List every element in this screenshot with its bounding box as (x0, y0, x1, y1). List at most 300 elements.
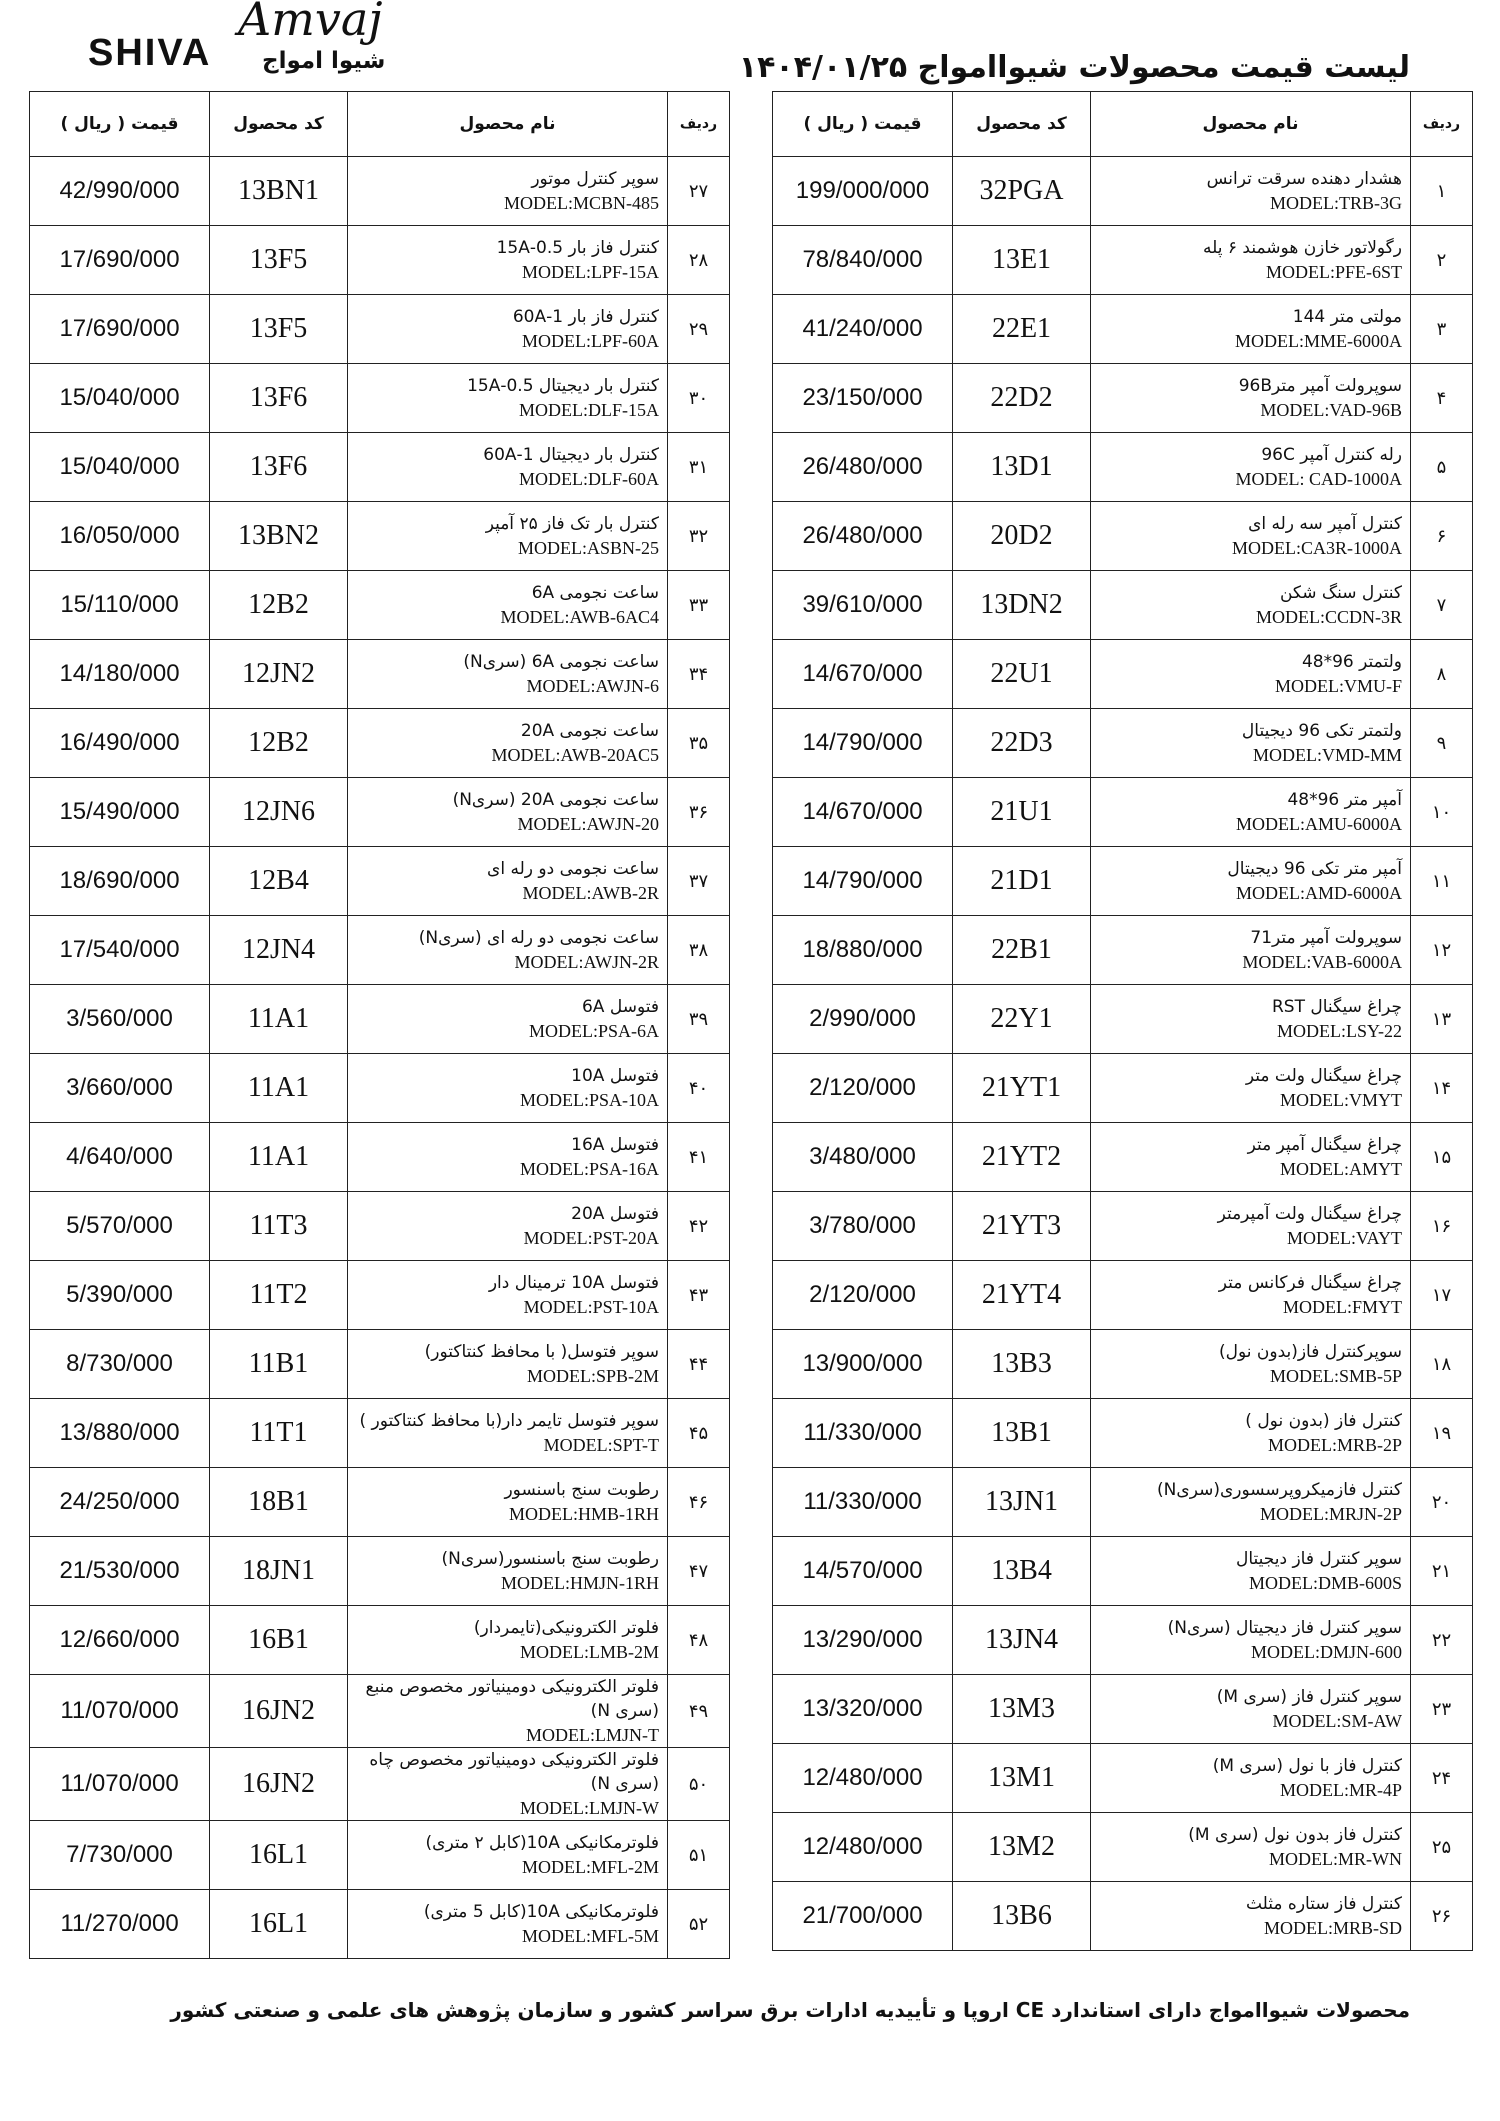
row-number: ۵۰ (668, 1748, 730, 1821)
product-name: کنترل بار تک فاز ۲۵ آمپر (485, 514, 659, 534)
product-model: MODEL:MFL-5M (521, 1926, 659, 1946)
product-name: کنترل فاز بدون نول (سری M) (1188, 1825, 1402, 1845)
product-code: 13JN1 (953, 1468, 1091, 1537)
product-code: 12JN2 (210, 640, 348, 709)
product-name: فلوترمکانیکی 10A(کابل ۲ متری) (425, 1833, 659, 1853)
row-number: ۳۹ (668, 985, 730, 1054)
row-number: ۱۴ (1411, 1054, 1473, 1123)
product-price: 18/880/000 (773, 916, 953, 985)
product-name: رطوبت سنج باسنسور(سریN) (441, 1549, 659, 1569)
product-price: 39/610/000 (773, 571, 953, 640)
logo-persian-text: شیوا امواج (262, 48, 386, 74)
product-model: MODEL:HMJN-1RH (500, 1573, 659, 1593)
product-price: 13/880/000 (30, 1399, 210, 1468)
product-name: فتوسل 16A (571, 1135, 659, 1155)
product-name: چراغ سیگنال RST (1272, 997, 1402, 1017)
table-row (773, 1123, 1473, 1192)
row-number: ۴۸ (668, 1606, 730, 1675)
table-row (30, 778, 730, 847)
row-number: ۴۷ (668, 1537, 730, 1606)
row-number: ۲۲ (1411, 1606, 1473, 1675)
row-number: ۲۹ (668, 295, 730, 364)
product-code: 32PGA (953, 157, 1091, 226)
product-name-cell (348, 1399, 668, 1468)
product-name: چراغ سیگنال ولت متر (1245, 1066, 1402, 1086)
product-name: ولتمتر تکی 96 دیجیتال (1241, 721, 1402, 741)
product-price: 5/390/000 (30, 1261, 210, 1330)
product-name-cell (1091, 916, 1411, 985)
product-name-cell (348, 571, 668, 640)
product-model: MODEL:SPB-2M (526, 1366, 659, 1386)
row-number: ۴۶ (668, 1468, 730, 1537)
product-name-cell (348, 1537, 668, 1606)
product-code: 13M1 (953, 1744, 1091, 1813)
row-number: ۲ (1411, 226, 1473, 295)
product-name-cell (348, 1192, 668, 1261)
product-name: رله کنترل آمپر 96C (1261, 445, 1402, 465)
product-price: 42/990/000 (30, 157, 210, 226)
row-number: ۳۶ (668, 778, 730, 847)
product-code: 21YT1 (953, 1054, 1091, 1123)
table-row (30, 1399, 730, 1468)
table-row (773, 1744, 1473, 1813)
product-name-cell (1091, 157, 1411, 226)
product-name: فلوتر الکترونیکی دومینیاتور مخصوص چاه (سری N) (369, 1750, 659, 1794)
product-code: 22E1 (953, 295, 1091, 364)
product-price: 15/490/000 (30, 778, 210, 847)
product-name: کنترل فاز با نول (سری M) (1212, 1756, 1402, 1776)
product-name-cell (1091, 1261, 1411, 1330)
row-number: ۴۰ (668, 1054, 730, 1123)
product-code: 11B1 (210, 1330, 348, 1399)
product-price: 16/050/000 (30, 502, 210, 571)
product-name: ساعت نجومی 6A (531, 583, 659, 603)
product-model: MODEL:PST-20A (523, 1228, 659, 1248)
row-number: ۱۱ (1411, 847, 1473, 916)
product-code: 21U1 (953, 778, 1091, 847)
product-model: MODEL:AWJN-6 (526, 676, 659, 696)
row-number: ۱۲ (1411, 916, 1473, 985)
product-model: MODEL:MRJN-2P (1259, 1504, 1402, 1524)
product-model: MODEL:FMYT (1282, 1297, 1402, 1317)
table-row (773, 1813, 1473, 1882)
product-price: 7/730/000 (30, 1821, 210, 1890)
row-number: ۲۸ (668, 226, 730, 295)
product-price: 23/150/000 (773, 364, 953, 433)
product-code: 13JN4 (953, 1606, 1091, 1675)
product-name-cell (1091, 1123, 1411, 1192)
product-price: 3/560/000 (30, 985, 210, 1054)
product-code: 12JN6 (210, 778, 348, 847)
product-price: 12/480/000 (773, 1744, 953, 1813)
product-model: MODEL:AWJN-2R (514, 952, 659, 972)
table-row (30, 1675, 730, 1748)
header-row-number: ردیف (668, 92, 730, 157)
row-number: ۲۳ (1411, 1675, 1473, 1744)
table-row (30, 226, 730, 295)
product-model: MODEL:DLF-15A (519, 400, 659, 420)
product-name-cell (1091, 571, 1411, 640)
product-name-cell (348, 1675, 668, 1748)
product-price: 14/670/000 (773, 640, 953, 709)
row-number: ۳۳ (668, 571, 730, 640)
table-row (773, 709, 1473, 778)
product-model: MODEL:SM-AW (1272, 1711, 1402, 1731)
product-model: MODEL: CAD-1000A (1235, 469, 1402, 489)
product-name: سوپرولت آمپر متر96B (1238, 376, 1402, 396)
table-row (30, 916, 730, 985)
product-name-cell (348, 295, 668, 364)
product-price: 14/790/000 (773, 847, 953, 916)
row-number: ۷ (1411, 571, 1473, 640)
table-row (773, 1606, 1473, 1675)
product-name-cell (1091, 1399, 1411, 1468)
product-price: 8/730/000 (30, 1330, 210, 1399)
product-name-cell (1091, 295, 1411, 364)
product-name: سوپر کنترل فاز (سری M) (1216, 1687, 1402, 1707)
table-row (773, 1054, 1473, 1123)
table-header-row (773, 92, 1473, 157)
product-name: کنترل آمپر سه رله ای (1248, 514, 1402, 534)
table-row (773, 1537, 1473, 1606)
table-row (773, 1399, 1473, 1468)
product-model: MODEL:LMJN-W (520, 1798, 659, 1818)
product-price: 12/660/000 (30, 1606, 210, 1675)
product-name: فلوترمکانیکی 10A(کابل 5 متری) (423, 1902, 659, 1922)
product-code: 16L1 (210, 1821, 348, 1890)
table-row (30, 640, 730, 709)
product-price: 3/480/000 (773, 1123, 953, 1192)
product-price: 2/120/000 (773, 1054, 953, 1123)
table-row (773, 778, 1473, 847)
product-name-cell (1091, 1468, 1411, 1537)
table-row (773, 1882, 1473, 1951)
product-model: MODEL:DLF-60A (519, 469, 659, 489)
product-price: 2/990/000 (773, 985, 953, 1054)
product-name-cell (1091, 226, 1411, 295)
product-price: 11/070/000 (30, 1748, 210, 1821)
table-row (30, 1468, 730, 1537)
product-model: MODEL:CA3R-1000A (1232, 538, 1402, 558)
product-name: رطوبت سنج باسنسور (504, 1480, 659, 1500)
product-code: 13F5 (210, 226, 348, 295)
product-model: MODEL:MR-WN (1269, 1849, 1402, 1869)
row-number: ۴۵ (668, 1399, 730, 1468)
product-model: MODEL:TRB-3G (1270, 193, 1402, 213)
product-name-cell (1091, 364, 1411, 433)
product-model: MODEL:PST-10A (523, 1297, 659, 1317)
product-name-cell (348, 1261, 668, 1330)
row-number: ۴ (1411, 364, 1473, 433)
product-name: کنترل بار دیجیتال 0.5-15A (467, 376, 659, 396)
row-number: ۱ (1411, 157, 1473, 226)
product-code: 11T1 (210, 1399, 348, 1468)
table-row (30, 1054, 730, 1123)
row-number: ۱۵ (1411, 1123, 1473, 1192)
table-row (773, 1261, 1473, 1330)
table-header-row (30, 92, 730, 157)
product-code: 13E1 (953, 226, 1091, 295)
product-code: 13M2 (953, 1813, 1091, 1882)
product-name: کنترل بار دیجیتال 1-60A (483, 445, 659, 465)
product-model: MODEL:VMD-MM (1252, 745, 1402, 765)
table-row (773, 295, 1473, 364)
product-code: 13F6 (210, 433, 348, 502)
product-model: MODEL:AWB-6AC4 (500, 607, 659, 627)
product-name: ولتمتر 96*48 (1301, 652, 1402, 672)
product-model: MODEL:AWB-2R (522, 883, 659, 903)
product-model: MODEL:DMB-600S (1248, 1573, 1402, 1593)
product-code: 22D3 (953, 709, 1091, 778)
logo-amvaj-text: Amvaj (238, 0, 383, 46)
product-code: 16JN2 (210, 1675, 348, 1748)
product-name: فتوسل 6A (581, 997, 659, 1017)
product-name-cell (1091, 1537, 1411, 1606)
product-name-cell (348, 502, 668, 571)
product-model: MODEL:MRB-SD (1263, 1918, 1402, 1938)
product-price: 3/780/000 (773, 1192, 953, 1261)
product-price: 14/790/000 (773, 709, 953, 778)
product-name: کنترل فاز بار 1-60A (512, 307, 659, 327)
product-model: MODEL:PSA-16A (519, 1159, 659, 1179)
product-price: 11/070/000 (30, 1675, 210, 1748)
page-title: لیست قیمت محصولات شیواامواج ۱۴۰۴/۰۱/۲۵ (738, 50, 1410, 85)
product-code: 18JN1 (210, 1537, 348, 1606)
table-row (30, 1890, 730, 1959)
product-model: MODEL:MME-6000A (1235, 331, 1402, 351)
row-number: ۴۱ (668, 1123, 730, 1192)
product-name-cell (1091, 1192, 1411, 1261)
table-row (773, 916, 1473, 985)
product-name: کنترل فاز (بدون نول ) (1245, 1411, 1402, 1431)
row-number: ۳۴ (668, 640, 730, 709)
product-code: 20D2 (953, 502, 1091, 571)
product-name: ساعت نجومی 6A (سریN) (463, 652, 659, 672)
row-number: ۴۲ (668, 1192, 730, 1261)
product-name: آمپر متر تکی 96 دیجیتال (1227, 859, 1402, 879)
product-name: سوپرولت آمپر متر71 (1250, 928, 1402, 948)
product-name-cell (348, 916, 668, 985)
product-price: 14/670/000 (773, 778, 953, 847)
product-code: 22U1 (953, 640, 1091, 709)
table-row (773, 502, 1473, 571)
product-price: 15/040/000 (30, 364, 210, 433)
product-model: MODEL:CCDN-3R (1255, 607, 1402, 627)
product-name-cell (1091, 1882, 1411, 1951)
product-name-cell (1091, 1606, 1411, 1675)
product-name: کنترل سنگ شکن (1279, 583, 1402, 603)
row-number: ۹ (1411, 709, 1473, 778)
product-code: 13B4 (953, 1537, 1091, 1606)
row-number: ۱۰ (1411, 778, 1473, 847)
brand-logo (88, 0, 418, 82)
product-model: MODEL:AMD-6000A (1236, 883, 1402, 903)
product-model: MODEL:LPF-15A (521, 262, 659, 282)
product-name-cell (1091, 1054, 1411, 1123)
product-code: 21D1 (953, 847, 1091, 916)
product-name: ساعت نجومی 20A (سریN) (452, 790, 659, 810)
product-code: 21YT3 (953, 1192, 1091, 1261)
product-code: 12JN4 (210, 916, 348, 985)
product-name-cell (348, 433, 668, 502)
product-price: 11/270/000 (30, 1890, 210, 1959)
product-model: MODEL:LPF-60A (521, 331, 659, 351)
product-model: MODEL:MRB-2P (1267, 1435, 1402, 1455)
row-number: ۳۱ (668, 433, 730, 502)
product-name: چراغ سیگنال آمپر متر (1247, 1135, 1402, 1155)
product-code: 21YT2 (953, 1123, 1091, 1192)
product-name: سوپر کنترل فاز دیجیتال (1235, 1549, 1402, 1569)
table-row (30, 847, 730, 916)
table-row (30, 502, 730, 571)
row-number: ۱۹ (1411, 1399, 1473, 1468)
product-name: فتوسل 10A (571, 1066, 659, 1086)
product-code: 12B2 (210, 709, 348, 778)
product-name-cell (1091, 433, 1411, 502)
header-product-code: کد محصول (210, 92, 348, 157)
product-model: MODEL:DMJN-600 (1251, 1642, 1402, 1662)
product-name: ساعت نجومی دو رله ای (سریN) (418, 928, 659, 948)
table-row (773, 1192, 1473, 1261)
table-row (30, 157, 730, 226)
row-number: ۵ (1411, 433, 1473, 502)
product-price: 4/640/000 (30, 1123, 210, 1192)
product-price: 18/690/000 (30, 847, 210, 916)
table-row (30, 433, 730, 502)
table-row (30, 709, 730, 778)
product-code: 16B1 (210, 1606, 348, 1675)
product-code: 13BN2 (210, 502, 348, 571)
header-product-name: نام محصول (348, 92, 668, 157)
product-model: MODEL:AWJN-20 (517, 814, 659, 834)
table-row (30, 1192, 730, 1261)
product-code: 22Y1 (953, 985, 1091, 1054)
table-row (773, 640, 1473, 709)
product-code: 18B1 (210, 1468, 348, 1537)
product-model: MODEL:LMJN-T (526, 1725, 659, 1745)
product-name-cell (1091, 778, 1411, 847)
product-price: 24/250/000 (30, 1468, 210, 1537)
header-product-name: نام محصول (1091, 92, 1411, 157)
product-price: 13/900/000 (773, 1330, 953, 1399)
product-name: کنترل فاز ستاره مثلث (1245, 1894, 1402, 1914)
product-name-cell (348, 709, 668, 778)
product-model: MODEL:VMYT (1280, 1090, 1402, 1110)
product-name-cell (348, 985, 668, 1054)
row-number: ۵۱ (668, 1821, 730, 1890)
product-price: 16/490/000 (30, 709, 210, 778)
product-name: فلوتر الکترونیکی(تایمردار) (473, 1618, 659, 1638)
product-name: سوپر کنترل فاز دیجیتال (سریN) (1167, 1618, 1402, 1638)
row-number: ۲۷ (668, 157, 730, 226)
product-model: MODEL:VMU-F (1274, 676, 1402, 696)
product-price: 21/530/000 (30, 1537, 210, 1606)
price-table-left (29, 91, 730, 1959)
product-name-cell (348, 1748, 668, 1821)
row-number: ۸ (1411, 640, 1473, 709)
table-row (30, 1748, 730, 1821)
product-code: 12B4 (210, 847, 348, 916)
product-name-cell (348, 226, 668, 295)
product-price: 14/570/000 (773, 1537, 953, 1606)
product-name-cell (1091, 1330, 1411, 1399)
product-name: آمپر متر 96*48 (1287, 790, 1402, 810)
table-row (30, 295, 730, 364)
table-row (773, 226, 1473, 295)
product-model: MODEL:MCBN-485 (503, 193, 659, 213)
product-name-cell (348, 1606, 668, 1675)
product-model: MODEL:VAD-96B (1260, 400, 1402, 420)
product-price: 13/320/000 (773, 1675, 953, 1744)
row-number: ۵۲ (668, 1890, 730, 1959)
row-number: ۲۰ (1411, 1468, 1473, 1537)
product-name-cell (1091, 1744, 1411, 1813)
product-code: 12B2 (210, 571, 348, 640)
table-row (773, 1468, 1473, 1537)
row-number: ۴۴ (668, 1330, 730, 1399)
footer-note: محصولات شیواامواج دارای استاندارد CE اروپا و تأییدیه ادارات برق سراسر کشور و سازمان پژوهش های علمی و صنعتی کشور (170, 1998, 1410, 2022)
product-code: 13B6 (953, 1882, 1091, 1951)
row-number: ۴۳ (668, 1261, 730, 1330)
product-name-cell (348, 157, 668, 226)
product-name-cell (348, 1123, 668, 1192)
row-number: ۲۱ (1411, 1537, 1473, 1606)
table-row (30, 1606, 730, 1675)
table-row (773, 847, 1473, 916)
product-name: مولتی متر 144 (1292, 307, 1402, 327)
product-name-cell (348, 1821, 668, 1890)
row-number: ۱۷ (1411, 1261, 1473, 1330)
table-row (30, 1123, 730, 1192)
product-name-cell (1091, 847, 1411, 916)
product-code: 16L1 (210, 1890, 348, 1959)
product-code: 22D2 (953, 364, 1091, 433)
product-code: 13B3 (953, 1330, 1091, 1399)
product-name: کنترل فازمیکروپرسسوری(سریN) (1157, 1480, 1402, 1500)
table-row (773, 985, 1473, 1054)
product-price: 17/690/000 (30, 226, 210, 295)
product-code: 22B1 (953, 916, 1091, 985)
product-name: هشدار دهنده سرقت ترانس (1206, 169, 1402, 189)
table-row (30, 571, 730, 640)
table-row (773, 1675, 1473, 1744)
product-name: سوپرکنترل فاز(بدون نول) (1218, 1342, 1402, 1362)
table-row (773, 157, 1473, 226)
product-name: سوپر فتوسل تایمر دار(با محافظ کنتاکتور ) (359, 1411, 659, 1431)
product-code: 11T3 (210, 1192, 348, 1261)
row-number: ۶ (1411, 502, 1473, 571)
product-name-cell (348, 640, 668, 709)
product-code: 13B1 (953, 1399, 1091, 1468)
product-name-cell (1091, 1675, 1411, 1744)
row-number: ۳۷ (668, 847, 730, 916)
product-price: 13/290/000 (773, 1606, 953, 1675)
product-model: MODEL:PFE-6ST (1265, 262, 1402, 282)
table-row (773, 571, 1473, 640)
header-row-number: ردیف (1411, 92, 1473, 157)
product-price: 11/330/000 (773, 1468, 953, 1537)
product-name: فتوسل 20A (571, 1204, 659, 1224)
product-name: فتوسل 10A ترمینال دار (488, 1273, 659, 1293)
product-price: 78/840/000 (773, 226, 953, 295)
product-code: 11A1 (210, 985, 348, 1054)
product-model: MODEL:SPT-T (543, 1435, 659, 1455)
product-name-cell (348, 847, 668, 916)
product-price: 26/480/000 (773, 502, 953, 571)
price-table-right (772, 91, 1473, 1951)
product-name: ساعت نجومی 20A (520, 721, 659, 741)
product-model: MODEL:MR-4P (1279, 1780, 1402, 1800)
